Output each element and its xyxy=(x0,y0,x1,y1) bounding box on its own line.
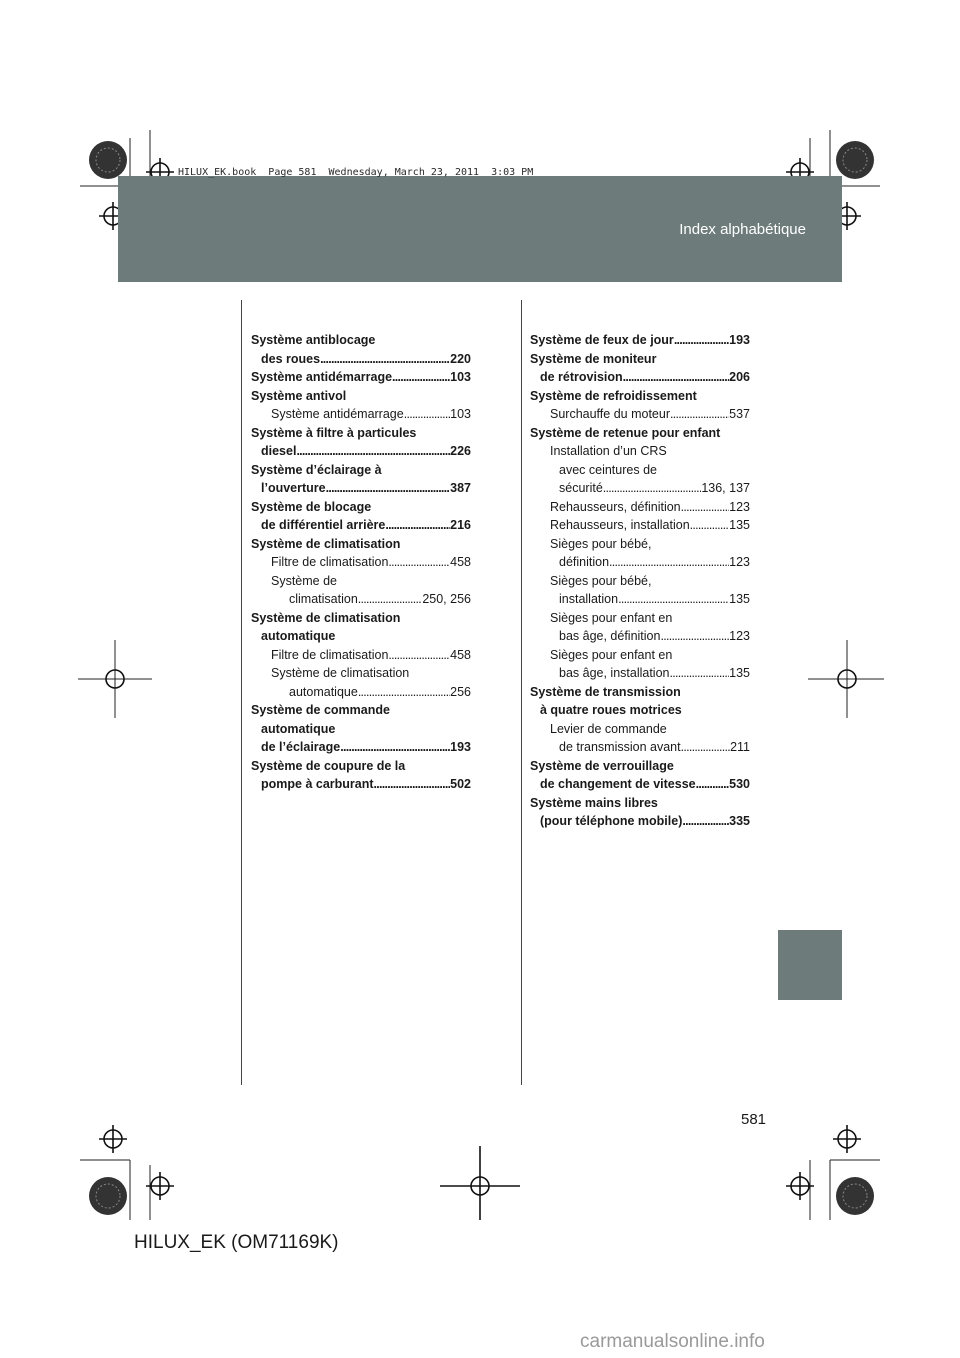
dot-leader xyxy=(388,646,450,665)
dot-leader xyxy=(404,405,450,424)
index-entry-page: 220 xyxy=(450,351,471,366)
dot-leader xyxy=(296,442,450,461)
index-entry xyxy=(530,609,750,628)
dot-leader xyxy=(320,350,450,369)
index-entry-text: Système de transmission xyxy=(530,684,681,699)
index-entry xyxy=(251,720,471,739)
index-entry xyxy=(530,701,750,720)
index-entry xyxy=(530,683,750,702)
index-entry xyxy=(251,387,471,406)
index-entry-page: 136, 137 xyxy=(701,481,750,495)
index-entry xyxy=(530,664,750,683)
index-entry-text: automatique xyxy=(261,629,336,643)
index-entry-text: Système mains libres xyxy=(530,795,658,810)
index-entry xyxy=(530,387,750,406)
center-column-rule xyxy=(521,300,522,1085)
index-entry-page: 256 xyxy=(450,684,471,699)
index-entry-text: Rehausseurs, installation xyxy=(550,518,690,532)
index-entry-page: 458 xyxy=(450,555,471,569)
section-title: Index alphabétique xyxy=(679,221,806,238)
index-entry-page: 502 xyxy=(450,777,471,791)
index-entry-text: bas âge, définition xyxy=(559,629,661,643)
index-entry-text: Système antidémarrage xyxy=(251,370,393,384)
index-entry xyxy=(530,535,750,554)
index-entry-page: 206 xyxy=(729,370,750,384)
left-column-rule xyxy=(241,300,242,1085)
dot-leader xyxy=(392,368,450,387)
index-entry-text: (pour téléphone mobile) xyxy=(540,814,683,828)
index-entry-text: Système de climatisation xyxy=(251,536,401,551)
index-entry xyxy=(251,683,471,702)
index-entry-page: 103 xyxy=(450,370,471,384)
index-entry xyxy=(530,627,750,646)
index-entry-text: Rehausseurs, définition xyxy=(550,499,681,514)
index-entry-text: Sièges pour enfant en xyxy=(550,647,673,662)
dot-leader xyxy=(374,775,451,794)
dot-leader xyxy=(670,405,729,424)
index-column-left xyxy=(251,331,471,794)
index-entry xyxy=(251,609,471,628)
index-entry xyxy=(530,461,750,480)
index-entry-text: Système de retenue pour enfant xyxy=(530,425,721,440)
dot-leader xyxy=(681,738,730,757)
index-entry-text: Levier de commande xyxy=(550,721,667,736)
index-entry xyxy=(251,424,471,443)
dot-leader xyxy=(670,664,730,683)
index-entry-page: 537 xyxy=(729,407,750,421)
index-entry xyxy=(530,794,750,813)
index-entry-text: Filtre de climatisation xyxy=(271,555,389,569)
index-entry-text: Système de commande xyxy=(251,703,390,717)
dot-leader xyxy=(696,775,730,794)
index-entry xyxy=(530,738,750,757)
index-entry xyxy=(251,757,471,776)
index-entry xyxy=(530,812,750,831)
index-entry-page: 250, 256 xyxy=(422,592,471,606)
index-entry-text: de rétrovision xyxy=(540,370,623,384)
index-entry-text: à quatre roues motrices xyxy=(540,703,682,717)
index-entry-text: Sièges pour bébé, xyxy=(550,573,652,588)
index-entry xyxy=(251,405,471,424)
index-entry-text: de changement de vitesse xyxy=(540,777,696,791)
dot-leader xyxy=(385,516,450,535)
dot-leader xyxy=(340,738,450,757)
index-entry xyxy=(251,664,471,683)
index-entry-page: 135 xyxy=(729,518,750,532)
index-entry-text: définition xyxy=(559,555,610,569)
index-entry-text: l’ouverture xyxy=(261,481,326,495)
index-entry-text: Filtre de climatisation xyxy=(271,647,389,662)
dot-leader xyxy=(623,368,729,387)
index-entry-text: pompe à carburant xyxy=(261,777,374,791)
index-entry-text: des roues xyxy=(261,351,321,366)
index-entry xyxy=(530,757,750,776)
page-number: 581 xyxy=(741,1111,767,1128)
index-entry-text: Système de verrouillage xyxy=(530,758,674,773)
index-entry-text: diesel xyxy=(261,444,297,458)
dot-leader xyxy=(618,590,729,609)
index-entry-page: 123 xyxy=(729,499,750,514)
index-entry-text: Système de moniteur xyxy=(530,351,657,366)
index-entry xyxy=(530,775,750,794)
index-entry xyxy=(251,646,471,665)
index-entry-page: 387 xyxy=(450,481,471,495)
index-entry xyxy=(530,572,750,591)
index-entry-text: Système d’éclairage à xyxy=(251,462,382,477)
index-entry-text: de différentiel arrière xyxy=(261,518,386,532)
index-entry xyxy=(251,775,471,794)
dot-leader xyxy=(682,812,729,831)
dot-leader xyxy=(681,498,730,517)
index-entry-page: 193 xyxy=(729,333,750,347)
index-entry xyxy=(251,498,471,517)
index-entry-text: de l’éclairage xyxy=(261,740,341,754)
index-entry-text: Système antivol xyxy=(251,388,347,403)
index-entry xyxy=(251,516,471,535)
header-band xyxy=(118,176,842,282)
index-entry-text: installation xyxy=(559,592,619,606)
index-entry xyxy=(530,331,750,350)
index-entry-text: Sièges pour enfant en xyxy=(550,610,673,625)
index-entry-text: avec ceintures de xyxy=(559,462,657,477)
index-entry-text: Système de xyxy=(271,573,338,588)
index-entry xyxy=(251,368,471,387)
watermark: carmanualsonline.info xyxy=(580,1331,765,1352)
index-entry-page: 335 xyxy=(729,814,750,828)
dot-leader xyxy=(674,331,729,350)
index-entry xyxy=(251,479,471,498)
index-entry-page: 123 xyxy=(729,629,750,643)
index-entry-page: 226 xyxy=(450,444,471,458)
index-entry xyxy=(251,331,471,350)
index-entry xyxy=(251,738,471,757)
index-entry-text: Système à filtre à particules xyxy=(251,425,417,440)
index-entry-text: bas âge, installation xyxy=(559,666,670,680)
index-entry-page: 135 xyxy=(729,592,750,606)
index-entry xyxy=(530,553,750,572)
index-entry-page: 193 xyxy=(450,740,471,754)
index-entry-text: Système de climatisation xyxy=(251,610,401,625)
dot-leader xyxy=(326,479,451,498)
index-entry xyxy=(251,572,471,591)
index-entry-page: 211 xyxy=(730,740,750,754)
index-entry-text: sécurité xyxy=(559,481,603,495)
index-entry-text: Système antiblocage xyxy=(251,333,376,347)
index-entry xyxy=(251,461,471,480)
index-entry xyxy=(530,479,750,498)
index-entry-text: Système de climatisation xyxy=(271,666,410,680)
index-entry xyxy=(251,553,471,572)
dot-leader xyxy=(358,590,423,609)
dot-leader xyxy=(660,627,729,646)
dot-leader xyxy=(603,479,702,498)
index-entry-text: Système de coupure de la xyxy=(251,758,406,773)
dot-leader xyxy=(358,683,450,702)
index-entry xyxy=(530,405,750,424)
index-entry xyxy=(530,720,750,739)
index-column-right xyxy=(530,331,750,831)
index-entry-text: Sièges pour bébé, xyxy=(550,536,652,551)
index-entry-text: Système de refroidissement xyxy=(530,388,697,403)
index-entry xyxy=(251,442,471,461)
index-entry xyxy=(530,590,750,609)
manual-code: HILUX_EK (OM71169K) xyxy=(134,1232,339,1253)
index-entry-text: de transmission avant xyxy=(559,740,681,754)
index-entry xyxy=(251,590,471,609)
index-entry-page: 216 xyxy=(450,518,471,532)
index-entry-text: climatisation xyxy=(289,592,358,606)
index-entry xyxy=(251,350,471,369)
index-entry-page: 530 xyxy=(729,777,750,791)
index-entry-text: Système de blocage xyxy=(251,499,372,514)
index-entry-text: Système de feux de jour xyxy=(530,333,674,347)
index-entry xyxy=(251,535,471,554)
index-entry-text: Installation d’un CRS xyxy=(550,444,667,458)
chapter-tab xyxy=(778,930,842,1000)
index-entry xyxy=(530,424,750,443)
dot-leader xyxy=(609,553,729,572)
book-stamp: HILUX_EK.book Page 581 Wednesday, March 23, 2011 3:03 PM xyxy=(178,167,534,178)
index-entry-page: 103 xyxy=(450,407,471,421)
index-entry-text: automatique xyxy=(289,684,358,699)
index-entry-page: 135 xyxy=(729,666,750,680)
index-entry-text: Système antidémarrage xyxy=(271,407,404,421)
index-entry-page: 458 xyxy=(450,647,471,662)
index-entry xyxy=(530,368,750,387)
index-entry xyxy=(530,498,750,517)
index-entry xyxy=(530,442,750,461)
index-entry-text: automatique xyxy=(261,721,336,736)
index-entry-page: 123 xyxy=(729,555,750,569)
index-entry xyxy=(530,646,750,665)
dot-leader xyxy=(690,516,729,535)
index-entry xyxy=(251,701,471,720)
index-entry xyxy=(251,627,471,646)
index-entry xyxy=(530,350,750,369)
index-entry-text: Surchauffe du moteur xyxy=(550,407,670,421)
dot-leader xyxy=(388,553,450,572)
index-entry xyxy=(530,516,750,535)
